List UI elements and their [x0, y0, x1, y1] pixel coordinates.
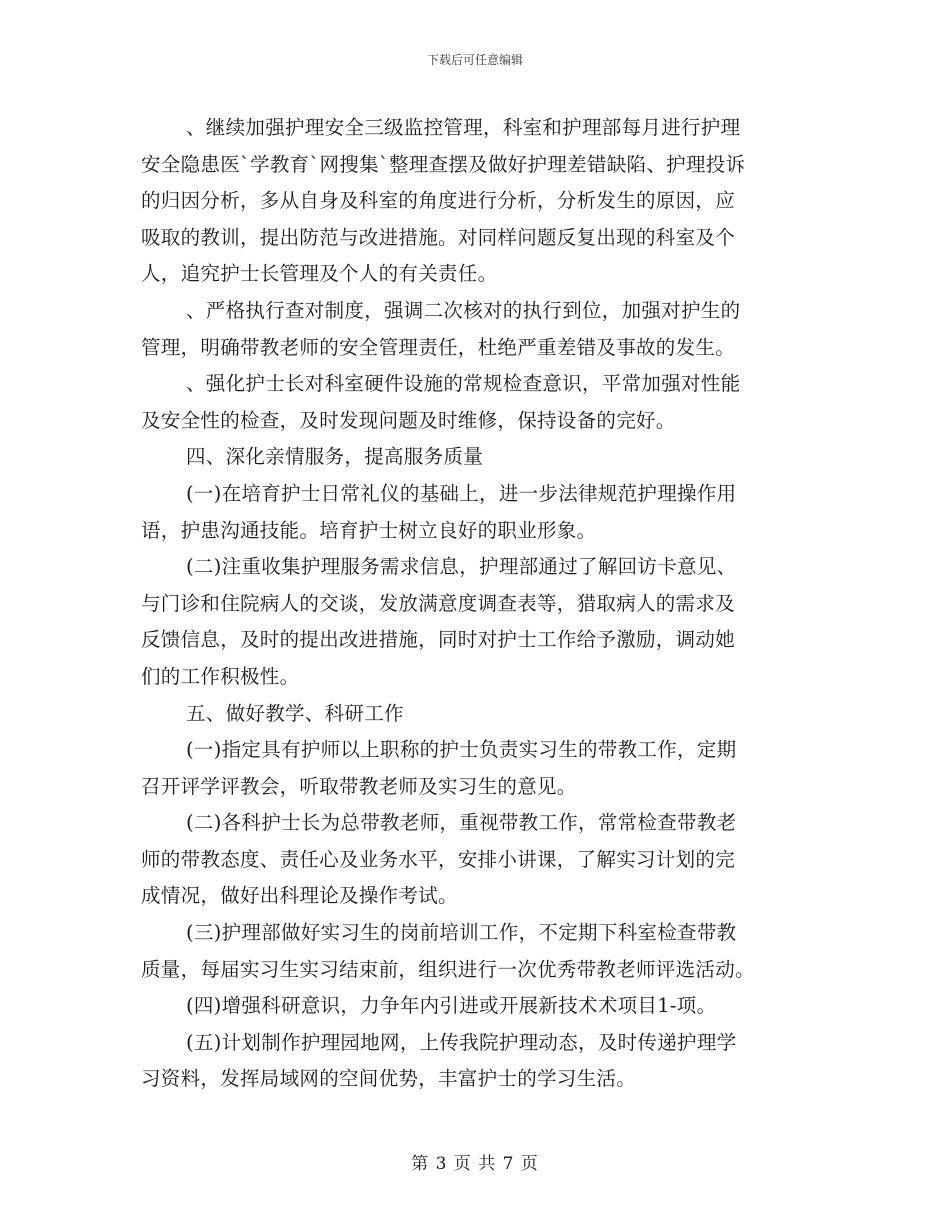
paragraph [141, 805, 813, 915]
text-line: 四、深化亲情服务，提高服务质量 [186, 445, 484, 469]
text-line: 、严格执行查对制度，强调二次核对的执行到位，加强对护生的 [186, 298, 741, 322]
text-line: 质量，每届实习生实习结束前，组织进行一次优秀带教老师评选活动。 [141, 957, 755, 981]
text-line: 人，追究护士长管理及个人的有关责任。 [141, 262, 498, 286]
paragraph [141, 915, 813, 988]
text-line: (四)增强科研意识，力争年内引进或开展新技术术项目1-项。 [186, 994, 717, 1018]
paragraph [141, 732, 813, 805]
text-line: 五、做好教学、科研工作 [186, 701, 404, 725]
text-line: 的归因分析，多从自身及科室的角度进行分析，分析发生的原因，应 [141, 189, 736, 213]
text-line: (一)指定具有护师以上职称的护士负责实习生的带教工作，定期 [186, 738, 737, 762]
text-line: 反馈信息，及时的提出改进措施，同时对护士工作给予激励，调动她 [141, 628, 736, 652]
paragraph [141, 1025, 813, 1098]
text-line: 成情况，做好出科理论及操作考试。 [141, 884, 458, 908]
text-line: 管理，明确带教老师的安全管理责任，杜绝严重差错及事故的发生。 [141, 335, 736, 359]
paragraph [141, 549, 813, 695]
text-line: 语，护患沟通技能。培育护士树立良好的职业形象。 [141, 518, 597, 542]
section-heading [141, 696, 813, 733]
text-line: 、继续加强护理安全三级监控管理，科室和护理部每月进行护理 [186, 116, 741, 139]
paragraph [141, 293, 813, 366]
paragraph [141, 366, 813, 439]
text-line: 们的工作积极性。 [141, 664, 300, 688]
text-line: 吸取的教训，提出防范与改进措施。对同样问题反复出现的科室及个 [141, 225, 736, 249]
text-line: (一)在培育护士日常礼仪的基础上，进一步法律规范护理操作用 [186, 481, 737, 505]
paragraph [141, 476, 813, 549]
text-line: 安全隐患医`学教育`网搜集`整理查摆及做好护理差错缺陷、护理投诉 [141, 152, 746, 176]
text-line: (五)计划制作护理园地网，上传我院护理动态，及时传递护理学 [186, 1030, 737, 1054]
document-body [141, 110, 813, 1098]
text-line: (二)注重收集护理服务需求信息，护理部通过了解回访卡意见、 [186, 555, 737, 579]
text-line: 召开评学评教会，听取带教老师及实习生的意见。 [141, 774, 577, 798]
text-line: (三)护理部做好实习生的岗前培训工作，不定期下科室检查带教 [186, 921, 737, 945]
paragraph [141, 110, 813, 293]
text-line: 师的带教态度、责任心及业务水平，安排小讲课，了解实习计划的完 [141, 847, 736, 871]
text-line: 习资料，发挥局域网的空间优势，丰富护士的学习生活。 [141, 1067, 637, 1091]
text-line: 、强化护士长对科室硬件设施的常规检查意识，平常加强对性能 [186, 372, 741, 396]
page-header: 下载后可任意编辑 [426, 53, 523, 67]
text-line: (二)各科护士长为总带教老师，重视带教工作，常常检查带教老 [186, 811, 737, 835]
text-line: 与门诊和住院病人的交谈，发放满意度调查表等，猎取病人的需求及 [141, 591, 736, 615]
paragraph [141, 988, 813, 1025]
page-number: 第 3 页 共 7 页 [411, 1154, 539, 1174]
text-line: 及安全性的检查，及时发现问题及时维修，保持设备的完好。 [141, 408, 676, 432]
section-heading [141, 439, 813, 476]
